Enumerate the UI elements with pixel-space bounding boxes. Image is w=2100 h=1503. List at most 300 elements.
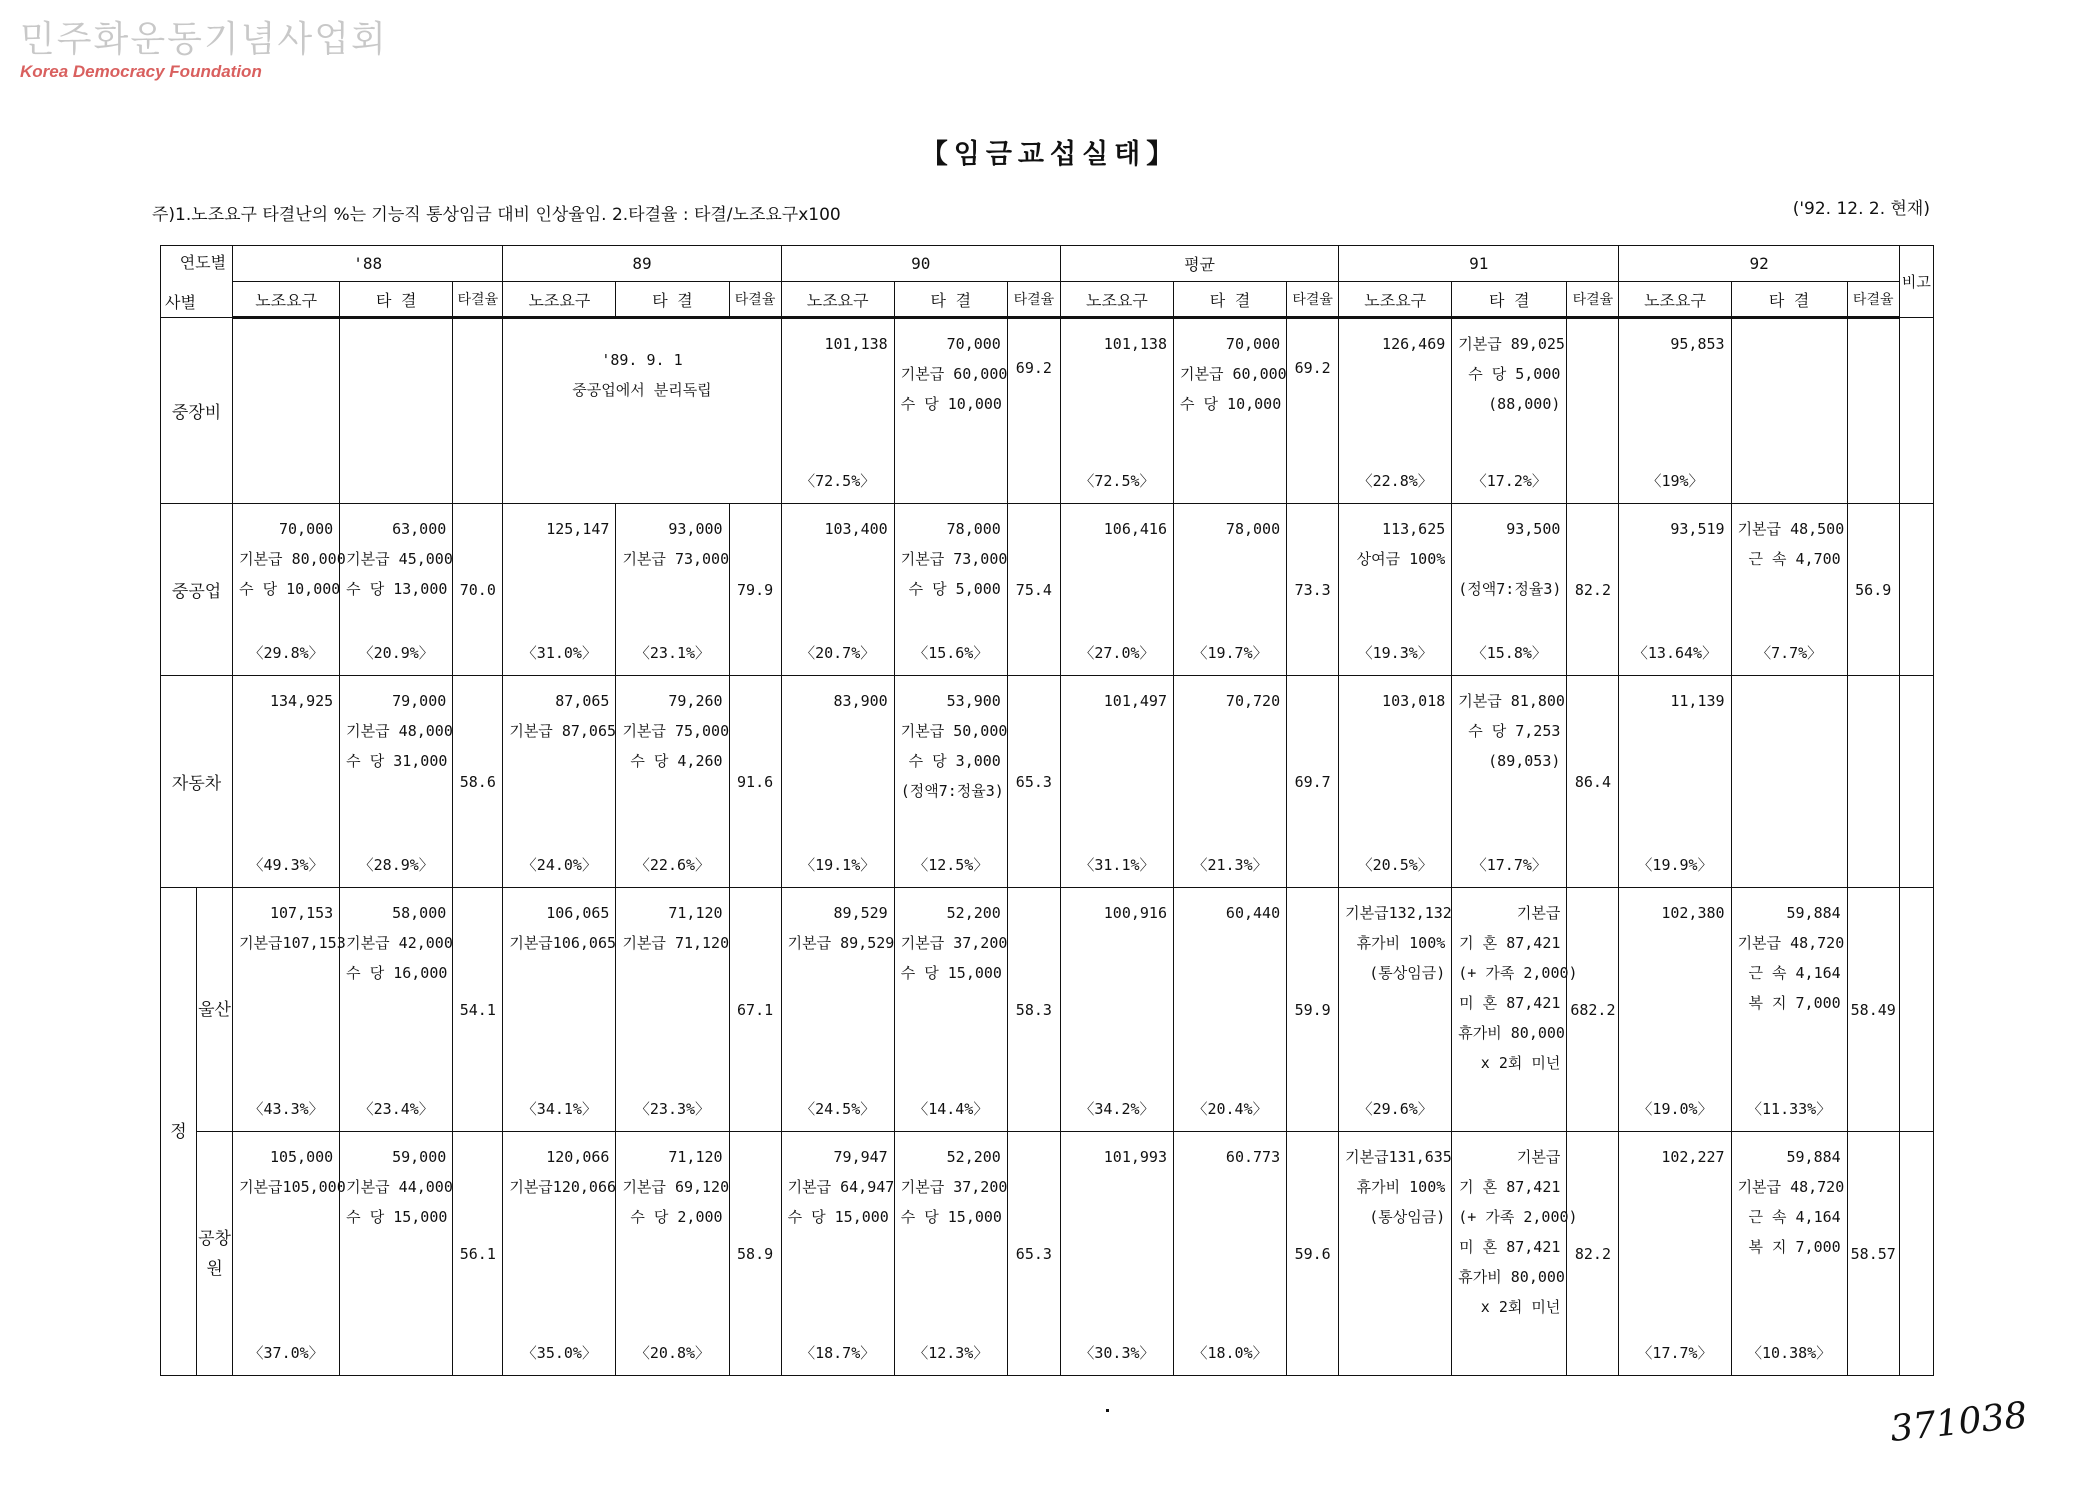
demand-cell (1339, 888, 1452, 1132)
cell-lines (340, 888, 452, 988)
cell-line: (+ 가족 2,000) (1458, 1208, 1578, 1226)
cell-line: 63,000 (392, 520, 447, 538)
settle-percent: 〈14.4%〉 (913, 1100, 989, 1118)
cell-lines (616, 1132, 728, 1232)
year-header: 91 (1339, 246, 1619, 282)
rate-cell (453, 318, 503, 504)
demand-percent: 〈24.0%〉 (521, 856, 597, 874)
rate-cell: 75.4 (1007, 504, 1060, 676)
cell-lines (782, 1132, 894, 1232)
cell-lines (233, 676, 339, 716)
cell-line: 기본급 37,200 (900, 1178, 1008, 1196)
demand-cell (503, 504, 616, 676)
settle-cell (894, 318, 1007, 504)
cell-line: 기본급 71,120 (622, 934, 730, 952)
cell-lines (1061, 1132, 1173, 1172)
cell-lines (1174, 504, 1286, 544)
wage-negotiation-table (160, 245, 1934, 1376)
rate-cell: 69.7 (1287, 676, 1339, 888)
cell-line: 수 당 13,000 (346, 580, 448, 598)
cell-line: 93,500 (1506, 520, 1561, 538)
cell-line: 103,400 (824, 520, 888, 538)
cell-line: 60,440 (1225, 904, 1281, 922)
settle-cell (340, 318, 453, 504)
cell-line: 수 당 15,000 (346, 1208, 448, 1226)
cell-line: 기본급 44,000 (346, 1178, 453, 1196)
demand-percent: 〈18.7%〉 (800, 1344, 876, 1362)
cell-line: 기본급 89,529 (787, 934, 895, 952)
cell-line: 수 당 2,000 (630, 1208, 723, 1226)
settle-percent: 〈20.8%〉 (634, 1344, 711, 1362)
cell-lines (1061, 504, 1173, 544)
cell-lines (1732, 888, 1847, 1018)
cell-line: 수 당 3,000 (908, 752, 1001, 770)
cell-line: 113,625 (1382, 520, 1446, 538)
cell-line: (정액7:정율3) (1458, 580, 1562, 598)
demand-percent: 〈24.5%〉 (800, 1100, 876, 1118)
cell-lines (340, 676, 452, 776)
settle-percent: 〈18.0%〉 (1192, 1344, 1268, 1362)
cell-line: 134,925 (269, 692, 334, 710)
cell-line: 70,000 (278, 520, 334, 538)
cell-line: 기본급 87,065 (509, 722, 617, 740)
note-line: 중공업에서 분리독립 (572, 381, 712, 399)
cell-line: 기본급 42,000 (346, 934, 453, 952)
rate-header: 타결율 (1567, 282, 1619, 318)
cell-line: 기본급 (1516, 904, 1561, 922)
cell-lines (340, 319, 452, 329)
settle-cell (616, 888, 729, 1132)
rate-header: 타결율 (1287, 282, 1339, 318)
cell-line: 52,200 (946, 1148, 1001, 1166)
cell-line: 상여금 100% (1356, 550, 1446, 568)
demand-cell (781, 676, 894, 888)
settle-percent: 〈10.38%〉 (1747, 1344, 1832, 1362)
document-title: 【임금교섭실태】 (920, 139, 1180, 170)
rate-cell: 682.2 (1567, 888, 1619, 1132)
cell-line: 79,000 (392, 692, 447, 710)
rate-header: 타결율 (1847, 282, 1899, 318)
cell-line: 기본급 64,947 (787, 1178, 895, 1196)
cell-lines (233, 504, 346, 604)
cell-lines (616, 888, 728, 958)
cell-line: 수 당 10,000 (1180, 395, 1282, 413)
cell-line: 수 당 5,000 (908, 580, 1001, 598)
cell-lines (233, 319, 339, 329)
settle-header: 타 결 (340, 282, 453, 318)
cell-line: 수 당 15,000 (900, 964, 1002, 982)
cell-lines (1174, 319, 1286, 419)
year-header: 90 (781, 246, 1060, 282)
settle-cell (1731, 504, 1847, 676)
demand-cell (1619, 318, 1731, 504)
rate-cell: 59.6 (1287, 1132, 1339, 1376)
cell-line: 93,000 (668, 520, 723, 538)
cell-lines (340, 504, 452, 604)
cell-line: 기 혼 87,421 (1459, 934, 1561, 952)
demand-header: 노조요구 (1060, 282, 1173, 318)
cell-lines (1339, 888, 1451, 988)
cell-line: 근 속 4,164 (1748, 964, 1841, 982)
demand-cell (503, 1132, 616, 1376)
cell-lines (1619, 504, 1730, 544)
cell-line: 복 지 7,000 (1748, 994, 1841, 1012)
cell-lines (1619, 1132, 1730, 1172)
cell-line: 101,138 (1103, 335, 1167, 353)
merged-note-cell (503, 318, 781, 504)
cell-line: 기본급107,153 (239, 934, 346, 952)
settle-percent: 〈22.6%〉 (634, 856, 711, 874)
rate-cell: 69.2 (1287, 318, 1339, 504)
cell-lines (1452, 676, 1566, 776)
settle-cell (1731, 1132, 1847, 1376)
cell-lines (233, 1132, 346, 1202)
cell-lines (782, 676, 894, 716)
settle-header: 타 결 (1174, 282, 1287, 318)
settle-header: 타 결 (616, 282, 729, 318)
settle-cell (1731, 318, 1847, 504)
year-header: 92 (1619, 246, 1899, 282)
logo-korean: 민주화운동기념사업회 (20, 19, 388, 60)
settle-cell (1731, 888, 1847, 1132)
cell-line: 기본급 50,000 (900, 722, 1008, 740)
cell-line: 79,260 (668, 692, 723, 710)
cell-lines (1339, 504, 1451, 574)
settle-percent: 〈20.9%〉 (358, 644, 434, 662)
cell-line: 71,120 (668, 1148, 723, 1166)
demand-cell (781, 318, 894, 504)
rate-cell: 70.0 (453, 504, 503, 676)
cell-line: 수 당 4,260 (630, 752, 723, 770)
cell-line: 기 혼 87,421 (1459, 1178, 1561, 1196)
settle-cell (894, 888, 1007, 1132)
remark-cell (1899, 888, 1933, 1132)
rate-header: 타결율 (453, 282, 503, 318)
corner-company-label: 사별 (165, 293, 196, 312)
rate-cell: 58.57 (1847, 1132, 1899, 1376)
demand-percent: 〈37.0%〉 (248, 1344, 324, 1362)
demand-percent: 〈13.64%〉 (1632, 644, 1718, 662)
cell-lines (1619, 676, 1730, 716)
demand-percent: 〈31.0%〉 (521, 644, 597, 662)
demand-percent: 〈49.3%〉 (248, 856, 324, 874)
cell-line: 기본급 60,000 (1180, 365, 1287, 383)
settle-cell (340, 888, 453, 1132)
rate-cell: 79.9 (729, 504, 781, 676)
row-label: 자동차 (161, 676, 233, 888)
demand-cell (1339, 1132, 1452, 1376)
cell-line: 기본급 37,200 (900, 934, 1008, 952)
row-label: 중공업 (161, 504, 233, 676)
cell-line: (89,053) (1488, 752, 1561, 770)
cell-lines (1339, 319, 1451, 359)
cell-line: 미 혼 87,421 (1459, 1238, 1561, 1256)
cell-line: 59,000 (392, 1148, 447, 1166)
cell-lines (1061, 888, 1173, 928)
cell-line: 기본급120,066 (509, 1178, 617, 1196)
rate-cell: 59.9 (1287, 888, 1339, 1132)
cell-line: 휴가비 100% (1356, 1178, 1446, 1196)
cell-line: 70,720 (1225, 692, 1281, 710)
cell-line: 기본급 48,720 (1737, 934, 1845, 952)
cell-line: 70,000 (1225, 335, 1281, 353)
settle-percent: 〈17.2%〉 (1471, 472, 1547, 490)
row-label: 공창원 (197, 1132, 233, 1376)
cell-line: 53,900 (946, 692, 1001, 710)
cell-line: x 2회 미넌 (1480, 1298, 1561, 1316)
demand-cell (1619, 1132, 1731, 1376)
cell-line: 복 지 7,000 (1748, 1238, 1841, 1256)
demand-cell (1619, 504, 1731, 676)
cell-line: 수 당 7,253 (1468, 722, 1561, 740)
settle-header: 타 결 (1731, 282, 1847, 318)
cell-line: 휴가비 100% (1356, 934, 1446, 952)
demand-header: 노조요구 (781, 282, 894, 318)
demand-cell (781, 888, 894, 1132)
table-row (161, 504, 1934, 676)
cell-lines (895, 676, 1007, 806)
settle-cell (616, 1132, 729, 1376)
rate-cell (1567, 318, 1619, 504)
cell-line: 71,120 (668, 904, 723, 922)
cell-line: 기본급 48,500 (1737, 520, 1845, 538)
demand-cell (233, 888, 346, 1132)
cell-line: 59,884 (1786, 1148, 1841, 1166)
table-row (161, 888, 1934, 1132)
demand-percent: 〈20.7%〉 (800, 644, 876, 662)
demand-cell (1060, 504, 1173, 676)
demand-percent: 〈19.9%〉 (1637, 856, 1713, 874)
table-body (161, 318, 1934, 1376)
cell-line: 125,147 (546, 520, 610, 538)
demand-cell (1060, 318, 1173, 504)
cell-lines (503, 1132, 615, 1202)
demand-cell (233, 504, 346, 676)
demand-cell (233, 1132, 346, 1376)
cell-lines (1452, 1132, 1578, 1322)
logo-english: Korea Democracy Foundation (20, 62, 262, 81)
cell-lines (1339, 1132, 1451, 1232)
demand-percent: 〈22.8%〉 (1357, 472, 1433, 490)
settle-cell (1452, 888, 1578, 1132)
demand-header: 노조요구 (503, 282, 616, 318)
cell-lines (1174, 676, 1286, 716)
settle-percent: 〈19.7%〉 (1192, 644, 1268, 662)
cell-line: 102,227 (1661, 1148, 1725, 1166)
demand-percent: 〈19.0%〉 (1637, 1100, 1713, 1118)
rate-cell: 56.1 (453, 1132, 503, 1376)
settle-cell (1452, 676, 1567, 888)
row-group-label: 정 (161, 888, 197, 1376)
settle-percent: 〈21.3%〉 (1192, 856, 1268, 874)
cell-line: 기본급 48,000 (346, 722, 453, 740)
demand-percent: 〈19.3%〉 (1357, 644, 1433, 662)
cell-lines (1174, 888, 1286, 928)
table-row (161, 676, 1934, 888)
settle-percent: 〈23.4%〉 (358, 1100, 434, 1118)
demand-cell (1619, 676, 1731, 888)
rate-cell: 58.6 (453, 676, 503, 888)
settle-percent: 〈23.3%〉 (634, 1100, 711, 1118)
cell-line: 기본급 69,120 (622, 1178, 730, 1196)
settle-cell (1174, 318, 1287, 504)
cell-lines (895, 319, 1007, 419)
cell-lines (1732, 1132, 1847, 1262)
demand-cell (503, 676, 616, 888)
cell-line: 95,853 (1670, 335, 1725, 353)
demand-cell (503, 888, 616, 1132)
remark-cell (1899, 318, 1933, 504)
rate-cell: 82.2 (1567, 1132, 1619, 1376)
settle-header: 타 결 (894, 282, 1007, 318)
cell-line: 기본급 73,000 (900, 550, 1008, 568)
cell-line: 근 속 4,700 (1748, 550, 1841, 568)
corner-year-label: 연도별 (179, 253, 227, 272)
settle-percent: 〈12.3%〉 (913, 1344, 989, 1362)
demand-cell (1619, 888, 1731, 1132)
cell-line: 106,416 (1103, 520, 1167, 538)
cell-line: 120,066 (546, 1148, 610, 1166)
cell-line: 107,153 (269, 904, 334, 922)
demand-percent: 〈34.1%〉 (521, 1100, 597, 1118)
demand-percent: 〈72.5%〉 (800, 472, 876, 490)
as-of-date: ('92. 12. 2. 현재) (1792, 199, 1930, 219)
cell-line: 기본급 80,000 (239, 550, 346, 568)
settle-percent: 〈28.9%〉 (358, 856, 434, 874)
cell-line: 78,000 (946, 520, 1001, 538)
demand-cell (1339, 318, 1452, 504)
cell-lines (782, 504, 894, 544)
scan-speck (1106, 1409, 1109, 1412)
header-corner (161, 246, 233, 318)
cell-line: 기본급 48,720 (1737, 1178, 1845, 1196)
settle-cell (1452, 504, 1567, 676)
demand-cell (1339, 504, 1452, 676)
rate-cell: 86.4 (1567, 676, 1619, 888)
cell-lines (1339, 676, 1451, 716)
settle-cell (340, 676, 453, 888)
cell-line: 기본급106,065 (509, 934, 617, 952)
note-line: '89. 9. 1 (601, 351, 683, 369)
rate-cell: 69.2 (1007, 318, 1060, 504)
demand-percent: 〈29.8%〉 (248, 644, 324, 662)
settle-percent: 〈23.1%〉 (634, 644, 711, 662)
cell-line: 기본급105,000 (239, 1178, 346, 1196)
handwritten-number: 371038 (1888, 1394, 2030, 1451)
demand-header: 노조요구 (233, 282, 340, 318)
settle-cell (1731, 676, 1847, 888)
demand-cell (1339, 676, 1452, 888)
cell-lines (503, 676, 615, 746)
cell-line: 101,138 (824, 335, 888, 353)
cell-line: 수 당 15,000 (900, 1208, 1002, 1226)
demand-percent: 〈31.1%〉 (1079, 856, 1155, 874)
cell-line: 58,000 (392, 904, 447, 922)
cell-line (1458, 544, 1560, 574)
cell-line: 기본급 81,800 (1458, 692, 1565, 710)
footnote: 주)1.노조요구 타결난의 %는 기능직 통상임금 대비 인상율임. 2.타결율 : 타결/노조요구x100 (152, 205, 841, 225)
cell-line: 휴가비 80,000 (1458, 1024, 1565, 1042)
rate-cell: 67.1 (729, 888, 781, 1132)
cell-line: 101,993 (1103, 1148, 1167, 1166)
cell-lines (503, 319, 780, 405)
demand-cell (1060, 888, 1173, 1132)
rate-header: 타결율 (729, 282, 781, 318)
cell-lines (1452, 319, 1566, 419)
rate-cell: 82.2 (1567, 504, 1619, 676)
rate-cell: 58.3 (1007, 888, 1060, 1132)
settle-cell (894, 676, 1007, 888)
settle-cell (1174, 888, 1287, 1132)
cell-line: 근 속 4,164 (1748, 1208, 1841, 1226)
demand-cell (233, 676, 340, 888)
settle-cell (1452, 318, 1567, 504)
rate-cell: 73.3 (1287, 504, 1339, 676)
cell-line: 93,519 (1670, 520, 1725, 538)
demand-percent: 〈17.7%〉 (1637, 1344, 1713, 1362)
cell-line: 수 당 5,000 (1468, 365, 1561, 383)
year-header: 89 (503, 246, 781, 282)
settle-percent: 〈15.6%〉 (913, 644, 989, 662)
settle-percent: 〈20.4%〉 (1192, 1100, 1268, 1118)
settle-cell (894, 1132, 1007, 1376)
rate-cell: 65.3 (1007, 1132, 1060, 1376)
cell-lines (616, 676, 728, 776)
settle-cell (340, 504, 453, 676)
cell-lines (1061, 319, 1173, 359)
demand-percent: 〈43.3%〉 (248, 1100, 324, 1118)
cell-line: 수 당 10,000 (900, 395, 1002, 413)
cell-line: 103,018 (1382, 692, 1446, 710)
cell-lines (1452, 888, 1578, 1078)
table-row (161, 1132, 1934, 1376)
remark-cell (1899, 504, 1933, 676)
year-header: 평균 (1060, 246, 1338, 282)
rate-cell: 54.1 (453, 888, 503, 1132)
cell-lines (503, 504, 615, 544)
cell-lines (1061, 676, 1173, 716)
year-header: '88 (233, 246, 503, 282)
demand-percent: 〈27.0%〉 (1079, 644, 1155, 662)
cell-line: 수 당 31,000 (346, 752, 448, 770)
cell-line: 105,000 (269, 1148, 334, 1166)
demand-percent: 〈29.6%〉 (1357, 1100, 1433, 1118)
demand-cell (1060, 676, 1173, 888)
cell-lines (895, 1132, 1007, 1232)
cell-lines (233, 888, 346, 958)
rate-cell: 56.9 (1847, 504, 1899, 676)
remark-cell (1899, 676, 1933, 888)
cell-lines (1619, 319, 1730, 359)
rate-cell: 91.6 (729, 676, 781, 888)
cell-line: 11,139 (1670, 692, 1725, 710)
rate-cell: 58.9 (729, 1132, 781, 1376)
cell-line: 83,900 (833, 692, 888, 710)
table-row (161, 318, 1934, 504)
remark-header: 비고 (1899, 246, 1933, 318)
cell-line: 기본급 45,000 (346, 550, 453, 568)
remark-cell (1899, 1132, 1933, 1376)
settle-percent: 〈15.8%〉 (1471, 644, 1547, 662)
demand-percent: 〈72.5%〉 (1079, 472, 1155, 490)
logo (20, 20, 388, 82)
demand-percent: 〈19%〉 (1646, 472, 1704, 490)
cell-lines (895, 504, 1007, 604)
cell-line: 100,916 (1103, 904, 1167, 922)
cell-lines (782, 888, 894, 958)
cell-line: 79,947 (833, 1148, 888, 1166)
cell-line: (+ 가족 2,000) (1458, 964, 1578, 982)
